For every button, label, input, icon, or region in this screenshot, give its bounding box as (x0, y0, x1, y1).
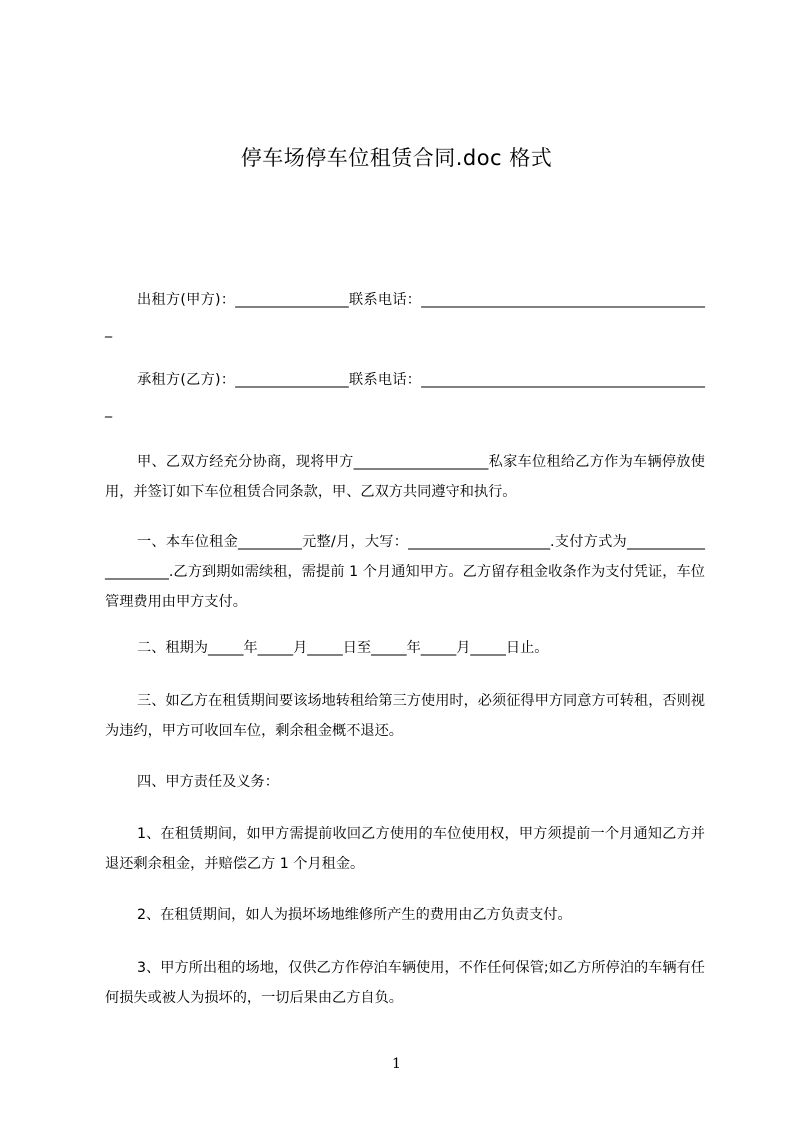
clause-1-rent: 一、本车位租金_________元整/月，大写：____________________.支付方式为____________________.乙方到期如需续租，需提前 1 个月通知甲方。乙方留存租金收条作为支付凭证，车位管理费用由甲方支付。 (105, 534, 705, 610)
preamble-paragraph: 甲、乙双方经充分协商，现将甲方___________________私家车位租给乙方作为车辆停放使用，并签订如下车位租赁合同条款，甲、乙双方共同遵守和执行。 (105, 454, 705, 500)
document-title: 停车场停车位租赁合同.doc 格式 (240, 146, 553, 170)
clause-3-sublease: 三、如乙方在租赁期间要该场地转租给第三方使用时，必须征得甲方同意方可转租，否则视为违约，甲方可收回车位，剩余租金概不退还。 (105, 693, 705, 739)
clause-4-item-2: 2、在租赁期间，如人为损坏场地维修所产生的费用由乙方负责支付。 (137, 907, 572, 923)
page-number: 1 (392, 1056, 401, 1072)
clause-4-item-3: 3、甲方所出租的场地，仅供乙方作停泊车辆使用，不作任何保管;如乙方所停泊的车辆有任何损失或被人为损坏的，一切后果由乙方自负。 (105, 960, 705, 1006)
clause-4-heading: 四、甲方责任及义务： (137, 774, 279, 790)
lessor-info-line: 出租方(甲方)：________________联系电话：_________________________________________ (105, 292, 705, 338)
clause-4-item-1: 1、在租赁期间，如甲方需提前收回乙方使用的车位使用权，甲方须提前一个月通知乙方并退还剩余租金，并赔偿乙方 1 个月租金。 (105, 826, 705, 872)
clause-2-term: 二、租期为_____年_____月_____日至_____年_____月_____日止。 (137, 640, 549, 656)
lessee-info-line: 承租方(乙方)：________________联系电话：_________________________________________ (105, 372, 705, 418)
